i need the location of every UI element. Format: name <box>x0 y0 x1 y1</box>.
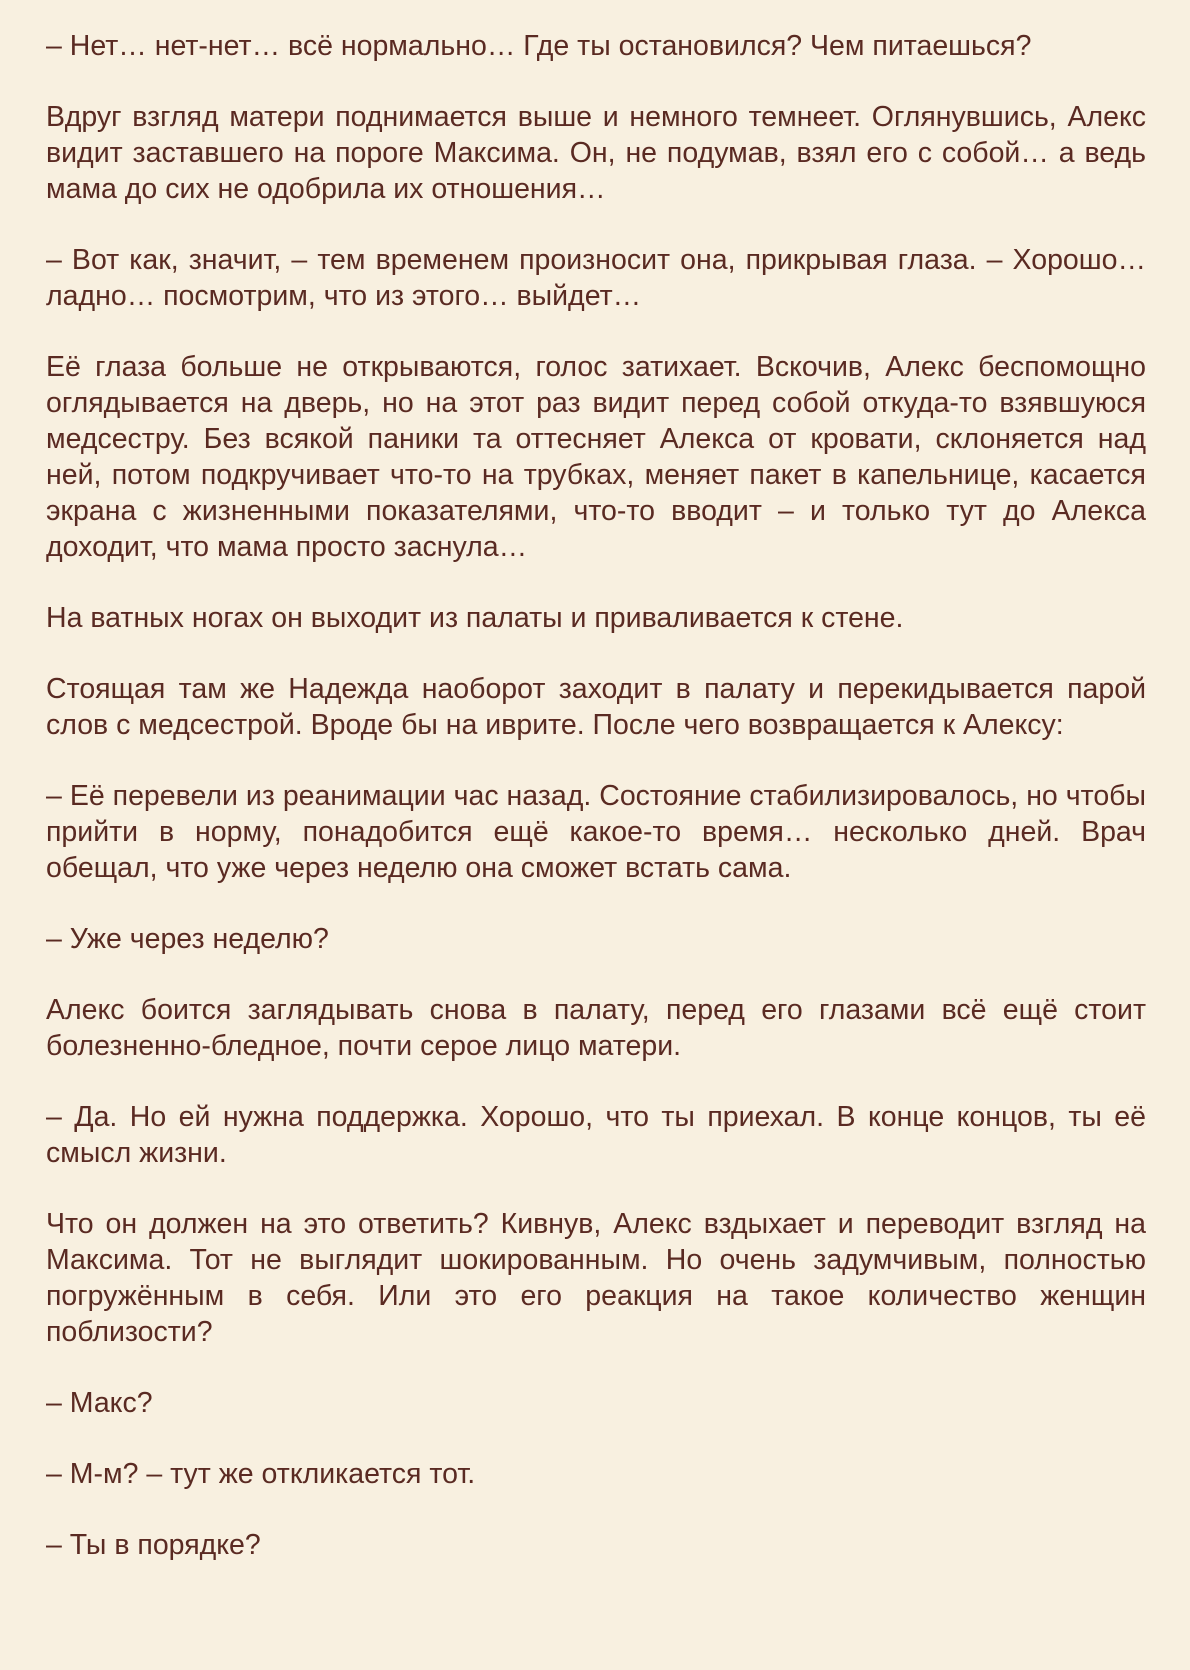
paragraph: Алекс боится заглядывать снова в палату, перед его глазами всё ещё стоит болезненно-бледное, почти серое лицо матери. <box>46 994 1146 1062</box>
paragraph: Стоящая там же Надежда наоборот заходит в палату и перекидывается парой слов с медсестрой. Вроде бы на иврите. После чего возвращается к Алексу: <box>46 673 1146 741</box>
paragraph: Её глаза больше не открываются, голос затихает. Вскочив, Алекс беспомощно оглядывается на дверь, но на этот раз видит перед собой откуда-то взявшуюся медсестру. Без всякой паники та оттесняет Алекса от кровати, склоняется над ней, потом подкручивает что-то на трубках, меняет пакет в капельнице, касается экрана с жизненными показателями, что-то вводит – и только тут до Алекса доходит, что мама просто заснула… <box>46 351 1146 563</box>
paragraph: – Да. Но ей нужна поддержка. Хорошо, что ты приехал. В конце концов, ты её смысл жизни. <box>46 1101 1146 1169</box>
paragraph: На ватных ногах он выходит из палаты и приваливается к стене. <box>46 602 904 634</box>
paragraph: – Вот как, значит, – тем временем произносит она, прикрывая глаза. – Хорошо… ладно… посмотрим, что из этого… выйдет… <box>46 244 1146 312</box>
book-page <box>46 28 1146 1598</box>
paragraph: – Уже через неделю? <box>46 923 329 955</box>
paragraph: Вдруг взгляд матери поднимается выше и немного темнеет. Оглянувшись, Алекс видит заставшего на пороге Максима. Он, не подумав, взял его с собой… а ведь мама до сих не одобрила их отношения… <box>46 101 1146 205</box>
paragraph: – Макс? <box>46 1387 153 1419</box>
paragraph: Что он должен на это ответить? Кивнув, Алекс вздыхает и переводит взгляд на Максима. Тот не выглядит шокированным. Но очень задумчивым, полностью погружённым в себя. Или это его реакция на такое количество женщин поблизости? <box>46 1208 1146 1348</box>
paragraph: – Ты в порядке? <box>46 1529 261 1561</box>
paragraph: – М-м? – тут же откликается тот. <box>46 1458 476 1490</box>
paragraph: – Её перевели из реанимации час назад. Состояние стабилизировалось, но чтобы прийти в норму, понадобится ещё какое-то время… несколько дней. Врач обещал, что уже через неделю она сможет встать сама. <box>46 780 1146 884</box>
paragraph: – Нет… нет-нет… всё нормально… Где ты остановился? Чем питаешься? <box>46 30 1032 62</box>
